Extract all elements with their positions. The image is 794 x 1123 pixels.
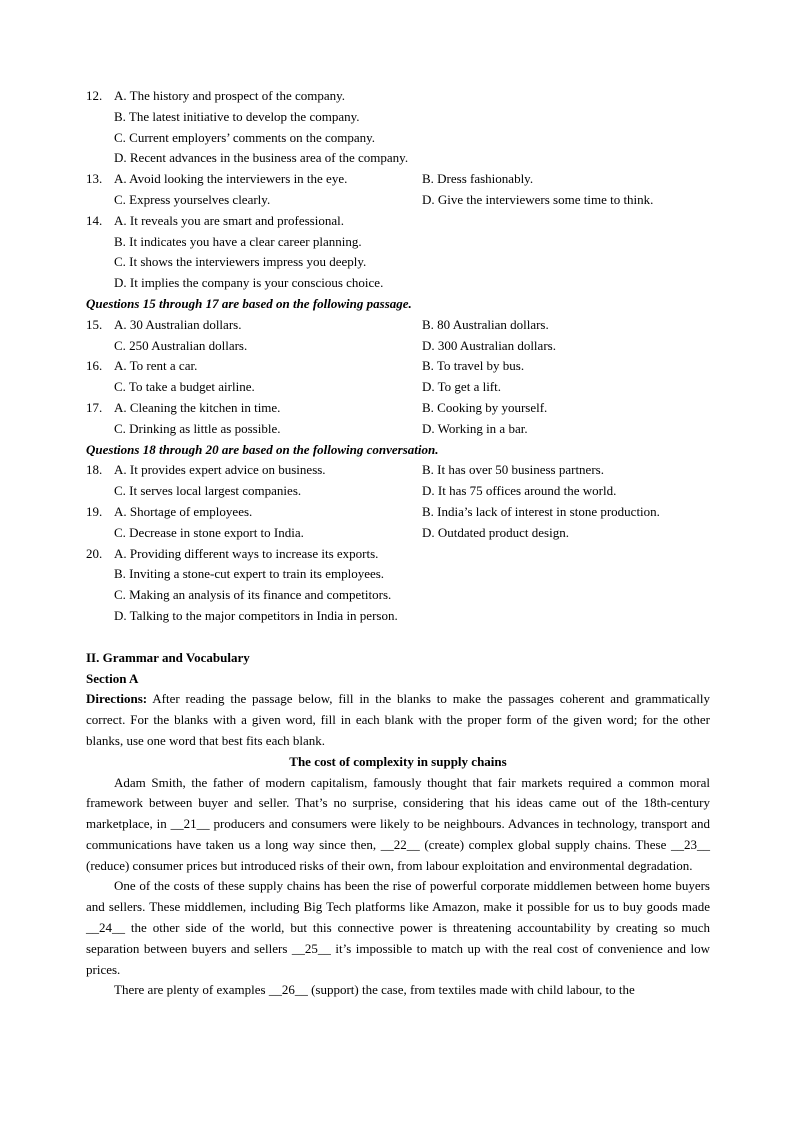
option-d: D. It has 75 offices around the world. xyxy=(422,483,617,499)
option-b: B. Inviting a stone-cut expert to train its employees. xyxy=(114,566,385,582)
question-number: 18. xyxy=(86,462,103,478)
document-content xyxy=(86,86,710,1001)
option-c: C. Decrease in stone export to India. xyxy=(114,524,304,540)
option-d: D. Give the interviewers some time to think. xyxy=(422,191,654,207)
question-number: 14. xyxy=(86,212,103,228)
option-a: A. Avoid looking the interviewers in the eye. xyxy=(114,171,348,187)
question-number: 20. xyxy=(86,545,103,561)
option-c: C. Current employers’ comments on the company. xyxy=(114,129,376,145)
option-a: A. It reveals you are smart and professional. xyxy=(114,212,344,228)
questions-18-20-heading: Questions 18 through 20 are based on the following conversation. xyxy=(86,441,439,457)
option-c: C. Making an analysis of its finance and competitors. xyxy=(114,587,392,603)
question-16 xyxy=(86,356,710,398)
option-d: D. Working in a bar. xyxy=(422,420,528,436)
option-d: D. Talking to the major competitors in India in person. xyxy=(114,607,398,623)
option-b: B. India’s lack of interest in stone production. xyxy=(422,503,660,519)
option-d: D. To get a lift. xyxy=(422,379,502,395)
question-13 xyxy=(86,169,710,211)
option-b: B. Cooking by yourself. xyxy=(422,399,548,415)
passage-title: The cost of complexity in supply chains xyxy=(289,753,507,769)
option-b: B. It indicates you have a clear career planning. xyxy=(114,233,362,249)
option-c: C. It serves local largest companies. xyxy=(114,483,302,499)
question-20 xyxy=(86,544,710,627)
question-19 xyxy=(86,502,710,544)
question-number: 19. xyxy=(86,503,103,519)
option-a: A. It provides expert advice on business. xyxy=(114,462,326,478)
question-18 xyxy=(86,460,710,502)
option-c: C. Express yourselves clearly. xyxy=(114,191,271,207)
passage-paragraph-3: There are plenty of examples __26__ (support) the case, from textiles made with child labour, to the xyxy=(114,982,635,998)
option-d: D. It implies the company is your conscious choice. xyxy=(114,275,384,291)
option-c: C. To take a budget airline. xyxy=(114,379,255,395)
questions-15-17-heading: Questions 15 through 17 are based on the following passage. xyxy=(86,295,412,311)
directions-label: Directions: xyxy=(86,691,148,707)
question-number: 17. xyxy=(86,399,103,415)
question-number: 16. xyxy=(86,358,103,374)
option-a: A. The history and prospect of the company. xyxy=(114,88,346,103)
option-d: D. Outdated product design. xyxy=(422,524,569,540)
option-a: A. Shortage of employees. xyxy=(114,503,253,519)
option-c: C. It shows the interviewers impress you deeply. xyxy=(114,254,367,270)
option-a: A. 30 Australian dollars. xyxy=(114,316,242,332)
directions xyxy=(86,689,710,751)
option-a: A. To rent a car. xyxy=(114,358,198,374)
question-number: 12. xyxy=(86,88,103,103)
question-number: 15. xyxy=(86,316,103,332)
option-d: D. 300 Australian dollars. xyxy=(422,337,556,353)
option-b: B. Dress fashionably. xyxy=(422,171,534,187)
option-b: B. It has over 50 business partners. xyxy=(422,462,604,478)
option-b: B. To travel by bus. xyxy=(422,358,525,374)
question-number: 13. xyxy=(86,171,103,187)
option-a: A. Cleaning the kitchen in time. xyxy=(114,399,281,415)
option-b: B. The latest initiative to develop the company. xyxy=(114,108,360,124)
section-title: II. Grammar and Vocabulary xyxy=(86,649,250,665)
directions-text: After reading the passage below, fill in the blanks to make the passages coherent and grammatically correct. For the blanks with a given word, fill in each blank with the proper form of the given word; for the other blanks, use one word that best fits each blank. xyxy=(86,691,710,748)
question-14 xyxy=(86,211,710,294)
option-d: D. Recent advances in the business area of the company. xyxy=(114,150,409,166)
question-17 xyxy=(86,398,710,440)
option-c: C. 250 Australian dollars. xyxy=(114,337,248,353)
option-c: C. Drinking as little as possible. xyxy=(114,420,281,436)
option-b: B. 80 Australian dollars. xyxy=(422,316,549,332)
question-15 xyxy=(86,315,710,357)
passage-paragraph-2: One of the costs of these supply chains has been the rise of powerful corporate middlemen between home buyers and sellers. These middlemen, including Big Tech platforms like Amazon, make it possible for us to buy goods made __24__ the other side of the world, but this connective power is threatening accountability by creating so much separation between buyers and sellers __25__ it’s impossible to match up with the real cost of convenience and low prices. xyxy=(86,878,710,977)
option-a: A. Providing different ways to increase its exports. xyxy=(114,545,379,561)
subsection-title: Section A xyxy=(86,670,139,686)
question-12 xyxy=(86,86,710,169)
passage-paragraph-1: Adam Smith, the father of modern capitalism, famously thought that fair markets required a common moral framework between buyer and seller. That’s no surprise, considering that his ideas came out of the 18th-century marketplace, in __21__ producers and consumers were likely to be neighbours. Advances in technology, transport and communications have taken us a long way since then, __22__ (create) complex global supply chains. These __23__ (reduce) consumer prices but introduced risks of their own, from labour exploitation and environmental degradation. xyxy=(86,774,710,873)
